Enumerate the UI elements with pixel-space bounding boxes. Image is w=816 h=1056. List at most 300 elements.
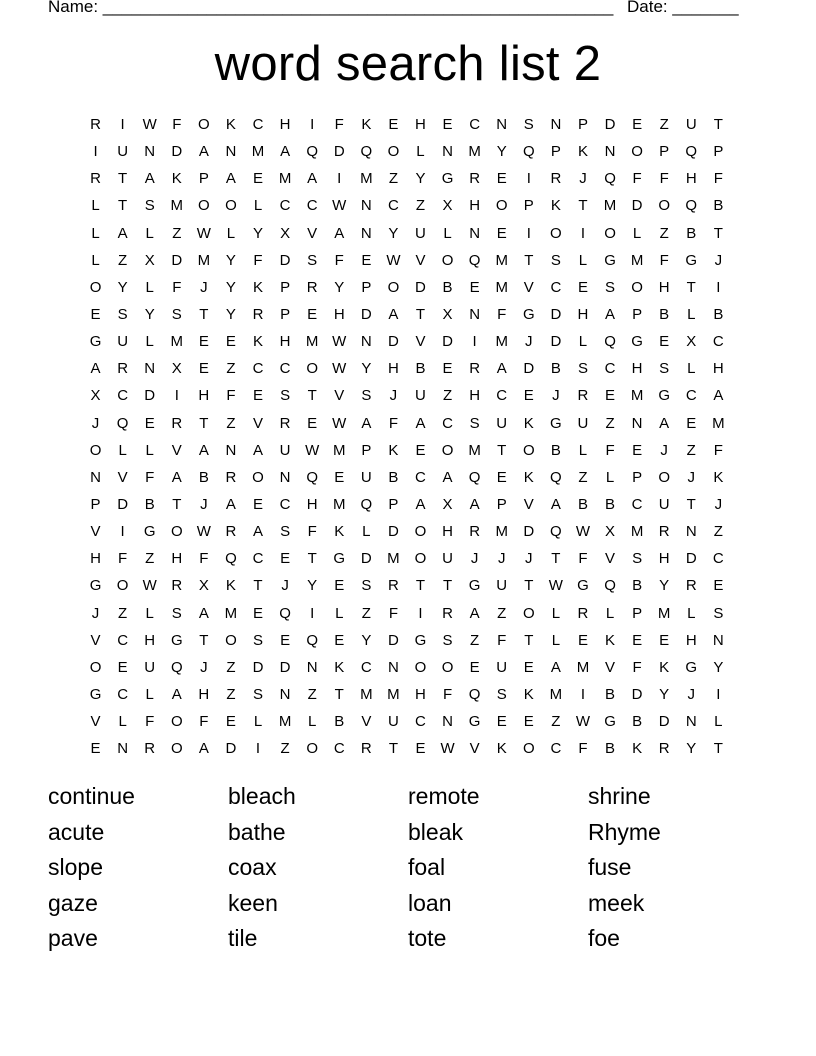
grid-letter: P <box>523 197 534 215</box>
grid-letter: T <box>442 577 453 595</box>
grid-letter: U <box>442 550 453 568</box>
grid-letter: W <box>142 577 157 595</box>
grid-letter: M <box>360 685 373 703</box>
grid-letter: N <box>442 143 453 161</box>
grid-letter: K <box>496 740 507 758</box>
grid-letter: G <box>441 170 454 188</box>
grid-letter: M <box>197 251 211 269</box>
grid-letter: Q <box>306 143 318 161</box>
grid-letter: H <box>198 387 210 405</box>
grid-letter: O <box>631 278 643 296</box>
grid-letter: M <box>170 333 184 351</box>
grid-letter: A <box>280 143 291 161</box>
grid-letter: A <box>605 305 616 323</box>
grid-letter: P <box>632 305 643 323</box>
grid-letter: B <box>632 713 643 731</box>
grid-letter: E <box>469 658 480 676</box>
grid-letter: H <box>279 116 291 133</box>
grid-letter: K <box>253 333 264 351</box>
grid-letter: H <box>144 631 156 649</box>
grid-row <box>82 111 732 138</box>
grid-letter: Q <box>116 414 129 432</box>
grid-letter: T <box>415 577 426 595</box>
grid-letter: N <box>225 441 237 459</box>
grid-letter: A <box>496 360 507 378</box>
grid-letter: K <box>550 197 561 215</box>
grid-letter: V <box>415 333 426 351</box>
grid-letter: C <box>117 387 129 405</box>
grid-letter: Y <box>117 278 128 296</box>
grid-letter: G <box>143 523 156 541</box>
grid-letter: G <box>631 333 643 351</box>
grid-letter: S <box>253 685 264 703</box>
grid-letter: M <box>278 170 292 188</box>
grid-letter: T <box>497 441 507 459</box>
grid-letter: Z <box>118 604 128 622</box>
grid-letter: S <box>280 387 291 405</box>
grid-letter: J <box>281 577 289 595</box>
grid-letter: Z <box>605 414 615 432</box>
grid-letter: U <box>496 414 508 432</box>
grid-letter: G <box>468 713 481 731</box>
grid-letter: N <box>685 523 697 541</box>
word-list-item: Rhyme <box>588 818 661 845</box>
grid-letter: Z <box>226 685 236 703</box>
grid-letter: R <box>685 577 697 595</box>
grid-letter: O <box>550 224 562 242</box>
grid-letter: C <box>279 360 291 378</box>
grid-letter: V <box>90 523 101 541</box>
grid-letter: O <box>414 523 427 541</box>
grid-letter: O <box>225 197 237 215</box>
grid-letter: I <box>93 143 98 161</box>
word-list-item: continue <box>48 783 135 809</box>
grid-letter: Z <box>226 658 236 676</box>
grid-letter: X <box>198 577 209 595</box>
grid-letter: A <box>198 740 209 758</box>
word-list-row <box>48 921 768 957</box>
grid-letter: T <box>713 740 723 758</box>
grid-letter: E <box>307 305 318 323</box>
word-list-item: acute <box>48 818 105 845</box>
grid-letter: D <box>658 713 670 731</box>
grid-letter: T <box>307 387 317 405</box>
grid-letter: E <box>117 658 128 676</box>
grid-letter: N <box>279 685 291 703</box>
grid-letter: E <box>659 333 670 351</box>
grid-letter: Z <box>280 740 290 758</box>
grid-letter: J <box>660 441 668 459</box>
grid-letter: Q <box>604 333 616 351</box>
grid-letter: V <box>361 713 372 731</box>
grid-letter: R <box>306 278 318 296</box>
grid-letter: P <box>361 278 372 296</box>
grid-letter: M <box>360 170 373 188</box>
grid-letter: S <box>171 305 182 323</box>
grid-letter: O <box>604 224 616 242</box>
grid-letter: L <box>118 713 127 731</box>
grid-letter: L <box>578 251 588 269</box>
grid-letter: D <box>604 116 616 133</box>
grid-letter: U <box>144 658 156 676</box>
grid-letter: L <box>145 441 154 459</box>
grid-letter: R <box>658 523 670 541</box>
grid-letter: W <box>332 197 347 215</box>
grid-letter: M <box>603 197 617 215</box>
grid-letter: X <box>90 387 101 405</box>
grid-letter: R <box>577 387 589 405</box>
grid-row <box>82 165 732 192</box>
grid-letter: V <box>117 468 128 486</box>
grid-letter: A <box>198 604 209 622</box>
grid-letter: J <box>525 550 533 568</box>
grid-letter: N <box>550 116 562 133</box>
grid-letter: G <box>550 414 562 432</box>
grid-letter: T <box>388 740 398 758</box>
grid-letter: S <box>632 550 643 568</box>
grid-letter: K <box>225 116 236 133</box>
word-list-item: coax <box>228 854 277 881</box>
grid-letter: T <box>524 631 534 649</box>
grid-letter: T <box>199 305 209 323</box>
grid-letter: D <box>360 305 372 323</box>
grid-letter: F <box>253 251 263 269</box>
grid-letter: J <box>200 278 208 296</box>
grid-letter: H <box>685 170 697 188</box>
grid-letter: D <box>279 251 291 269</box>
grid-letter: Y <box>388 224 399 242</box>
grid-row <box>82 654 732 681</box>
grid-letter: M <box>712 414 725 432</box>
grid-letter: C <box>279 197 291 215</box>
grid-letter: F <box>334 116 344 133</box>
grid-letter: Z <box>361 604 371 622</box>
grid-letter: G <box>685 658 698 676</box>
grid-letter: F <box>497 631 507 649</box>
grid-letter: O <box>198 116 210 133</box>
grid-letter: L <box>145 685 154 703</box>
grid-letter: D <box>442 333 453 351</box>
grid-letter: C <box>252 550 264 568</box>
grid-letter: L <box>145 278 154 296</box>
grid-letter: Z <box>470 631 480 649</box>
grid-letter: D <box>171 251 183 269</box>
grid-letter: E <box>225 333 236 351</box>
grid-letter: W <box>575 523 591 541</box>
grid-row <box>82 708 732 735</box>
grid-letter: A <box>550 495 561 513</box>
grid-letter: J <box>714 495 723 513</box>
word-list-item: tile <box>228 925 258 952</box>
word-list-item: shrine <box>588 783 651 809</box>
grid-letter: Z <box>578 468 588 486</box>
grid-letter: K <box>632 740 643 758</box>
grid-letter: H <box>712 360 724 378</box>
grid-letter: V <box>605 658 616 676</box>
name-field-label: Name: ______________________________________________________ <box>48 0 614 16</box>
grid-letter: T <box>686 278 696 296</box>
grid-letter: E <box>469 278 480 296</box>
grid-letter: N <box>144 360 156 378</box>
grid-letter: Y <box>144 305 155 323</box>
grid-letter: S <box>144 197 155 215</box>
grid-letter: O <box>414 658 427 676</box>
grid-letter: F <box>226 387 236 405</box>
grid-letter: V <box>523 278 534 296</box>
grid-letter: F <box>713 170 723 188</box>
grid-letter: G <box>170 631 183 649</box>
grid-letter: M <box>630 523 644 541</box>
grid-letter: E <box>605 387 616 405</box>
grid-letter: C <box>442 414 453 432</box>
grid-letter: M <box>278 713 292 731</box>
grid-letter: Y <box>659 577 670 595</box>
grid-letter: M <box>495 251 508 269</box>
grid-letter: G <box>89 685 102 703</box>
grid-letter: A <box>225 170 236 188</box>
grid-letter: G <box>468 577 481 595</box>
grid-letter: B <box>686 224 697 242</box>
grid-letter: F <box>659 251 669 269</box>
grid-letter: P <box>550 143 561 161</box>
grid-letter: T <box>253 577 263 595</box>
grid-letter: B <box>550 360 561 378</box>
grid-letter: N <box>442 713 453 731</box>
grid-letter: E <box>334 631 345 649</box>
grid-letter: R <box>469 170 481 188</box>
grid-letter: Q <box>468 685 481 703</box>
grid-letter: A <box>469 495 480 513</box>
word-list-item: pave <box>48 925 98 952</box>
grid-letter: A <box>117 224 128 242</box>
grid-row <box>82 355 732 382</box>
grid-letter: B <box>632 577 643 595</box>
grid-letter: L <box>687 360 696 378</box>
grid-letter: U <box>496 577 508 595</box>
grid-letter: O <box>414 550 427 568</box>
grid-letter: H <box>306 495 318 513</box>
grid-letter: O <box>89 278 102 296</box>
grid-letter: Y <box>253 224 264 242</box>
grid-letter: W <box>332 360 347 378</box>
grid-letter: X <box>280 224 291 242</box>
grid-letter: J <box>200 495 208 513</box>
grid-letter: V <box>90 713 101 731</box>
grid-letter: Q <box>685 143 698 161</box>
grid-letter: H <box>171 550 183 568</box>
grid-letter: J <box>497 550 506 568</box>
grid-row <box>82 572 732 599</box>
grid-letter: N <box>90 468 101 486</box>
grid-letter: Z <box>551 713 561 731</box>
word-list-row <box>48 886 768 922</box>
grid-letter: D <box>225 740 237 758</box>
grid-letter: L <box>307 713 317 731</box>
grid-letter: N <box>712 631 724 649</box>
grid-letter: H <box>333 305 345 323</box>
grid-letter: W <box>196 523 211 541</box>
grid-letter: E <box>225 713 236 731</box>
grid-letter: Y <box>307 577 318 595</box>
grid-letter: R <box>225 523 237 541</box>
grid-letter: S <box>253 631 264 649</box>
grid-letter: A <box>388 305 399 323</box>
grid-letter: U <box>117 333 129 351</box>
grid-letter: R <box>90 170 101 188</box>
grid-letter: O <box>252 468 264 486</box>
grid-row <box>82 600 732 627</box>
grid-letter: A <box>415 414 426 432</box>
grid-letter: H <box>198 685 210 703</box>
grid-letter: H <box>658 278 670 296</box>
grid-letter: M <box>657 604 671 622</box>
grid-letter: S <box>496 685 507 703</box>
grid-letter: E <box>253 387 264 405</box>
grid-letter: P <box>280 278 291 296</box>
grid-letter: E <box>415 441 426 459</box>
grid-letter: A <box>334 224 345 242</box>
grid-letter: F <box>388 414 398 432</box>
grid-letter: R <box>144 740 156 758</box>
grid-letter: E <box>523 658 534 676</box>
grid-letter: L <box>443 224 452 242</box>
grid-letter: Q <box>170 658 183 676</box>
grid-letter: J <box>687 685 695 703</box>
grid-letter: Y <box>713 658 724 676</box>
grid-letter: J <box>525 333 533 351</box>
grid-letter: L <box>91 224 100 242</box>
grid-letter: R <box>360 740 372 758</box>
grid-letter: Q <box>279 604 291 622</box>
grid-letter: X <box>171 360 182 378</box>
grid-letter: D <box>117 495 129 513</box>
grid-letter: L <box>632 224 642 242</box>
grid-letter: B <box>713 305 724 323</box>
grid-letter: F <box>632 658 642 676</box>
grid-letter: S <box>469 414 480 432</box>
grid-letter: D <box>523 523 535 541</box>
grid-letter: N <box>469 224 481 242</box>
grid-row <box>82 545 732 572</box>
grid-letter: E <box>415 740 426 758</box>
grid-letter: L <box>714 713 723 731</box>
grid-letter: E <box>632 441 643 459</box>
grid-letter: F <box>118 550 128 568</box>
grid-letter: E <box>632 631 643 649</box>
grid-letter: N <box>360 224 372 242</box>
grid-letter: E <box>523 387 534 405</box>
grid-letter: I <box>174 387 179 405</box>
grid-letter: Y <box>686 740 697 758</box>
grid-letter: C <box>550 740 562 758</box>
grid-letter: W <box>440 740 455 758</box>
grid-letter: H <box>415 116 426 133</box>
grid-letter: L <box>551 631 561 649</box>
grid-letter: I <box>418 604 423 622</box>
grid-letter: A <box>469 604 480 622</box>
grid-letter: S <box>713 604 724 622</box>
grid-letter: H <box>279 333 291 351</box>
grid-letter: E <box>144 414 155 432</box>
grid-letter: F <box>605 441 615 459</box>
grid-letter: A <box>198 441 209 459</box>
grid-letter: M <box>387 685 400 703</box>
grid-row <box>82 518 732 545</box>
grid-letter: Y <box>361 631 372 649</box>
grid-letter: Q <box>468 251 481 269</box>
grid-letter: S <box>307 251 318 269</box>
grid-letter: M <box>251 143 265 161</box>
grid-letter: O <box>441 441 454 459</box>
grid-letter: I <box>716 685 721 703</box>
grid-letter: S <box>577 360 588 378</box>
grid-letter: D <box>171 143 183 161</box>
grid-letter: F <box>307 523 317 541</box>
grid-letter: J <box>579 170 587 188</box>
grid-letter: N <box>117 740 129 758</box>
grid-letter: W <box>548 577 563 595</box>
grid-letter: G <box>604 713 616 731</box>
grid-letter: P <box>90 495 101 513</box>
grid-letter: U <box>415 387 426 405</box>
grid-letter: F <box>199 713 209 731</box>
grid-letter: B <box>605 495 616 513</box>
grid-letter: H <box>442 523 453 541</box>
grid-letter: O <box>522 441 535 459</box>
grid-letter: G <box>333 550 346 568</box>
grid-letter: F <box>388 604 398 622</box>
grid-letter: G <box>89 333 102 351</box>
grid-letter: Y <box>225 251 236 269</box>
word-list-item: tote <box>408 925 447 952</box>
word-list-item: slope <box>48 854 103 881</box>
grid-letter: O <box>198 197 210 215</box>
word-list-item: meek <box>588 889 645 916</box>
grid-letter: C <box>306 197 318 215</box>
grid-letter: P <box>361 441 372 459</box>
grid-letter: W <box>575 713 591 731</box>
grid-letter: Q <box>468 468 481 486</box>
grid-letter: K <box>713 468 724 486</box>
grid-letter: F <box>578 740 588 758</box>
grid-letter: Q <box>360 143 373 161</box>
grid-letter: R <box>387 577 399 595</box>
grid-letter: G <box>89 577 102 595</box>
word-list-item: loan <box>408 889 452 916</box>
grid-letter: R <box>469 523 481 541</box>
grid-letter: C <box>360 658 372 676</box>
grid-letter: U <box>577 414 589 432</box>
grid-letter: M <box>170 197 184 215</box>
grid-letter: D <box>550 305 562 323</box>
grid-letter: E <box>253 604 264 622</box>
grid-letter: T <box>524 251 534 269</box>
grid-letter: C <box>415 468 426 486</box>
grid-letter: T <box>713 116 723 133</box>
grid-letter: C <box>117 685 129 703</box>
grid-letter: I <box>120 116 125 133</box>
grid-letter: L <box>687 604 696 622</box>
grid-letter: E <box>334 468 345 486</box>
grid-letter: S <box>361 387 372 405</box>
grid-letter: E <box>90 740 101 758</box>
grid-letter: O <box>306 360 318 378</box>
grid-letter: A <box>144 170 155 188</box>
grid-letter: D <box>360 550 372 568</box>
grid-letter: P <box>632 468 643 486</box>
grid-letter: X <box>686 333 697 351</box>
grid-letter: J <box>552 387 560 405</box>
